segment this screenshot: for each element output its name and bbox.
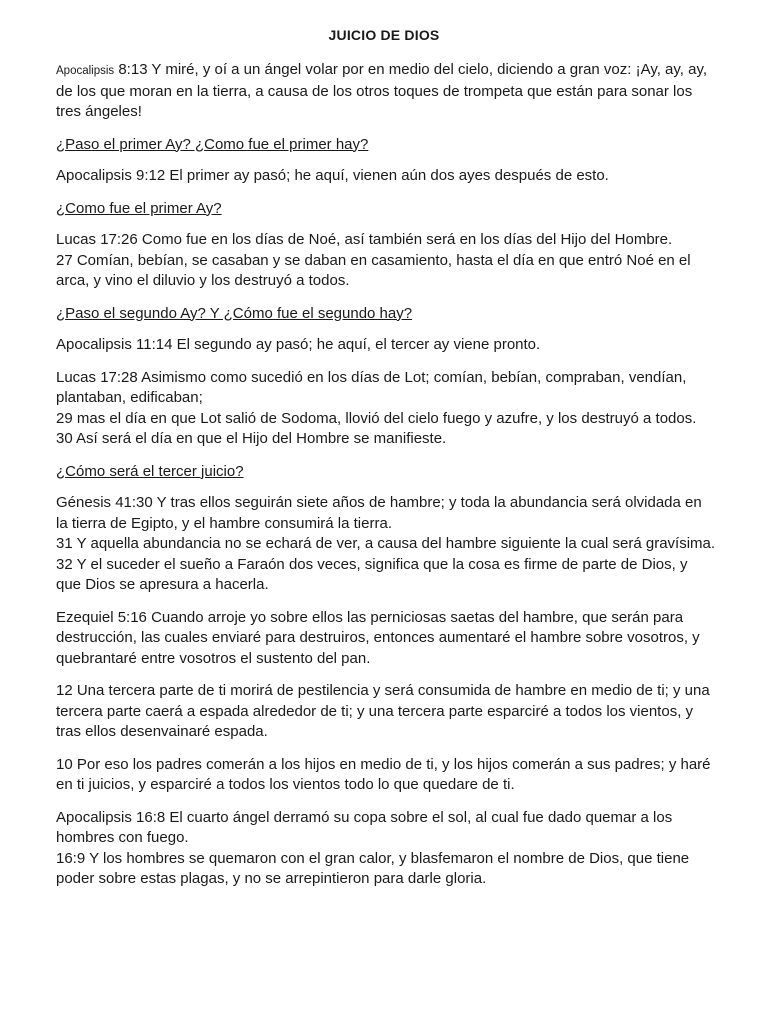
question-heading: ¿Paso el segundo Ay? Y ¿Cómo fue el segundo hay? [56, 304, 413, 322]
verse-paragraph: Apocalipsis 11:14 El segundo ay pasó; he aquí, el tercer ay viene pronto. [56, 336, 541, 353]
question-heading: ¿Como fue el primer Ay? [56, 199, 222, 217]
document-title: JUICIO DE DIOS [328, 27, 440, 43]
verse-paragraph: Apocalipsis 9:12 El primer ay pasó; he aquí, vienen aún dos ayes después de esto. [56, 167, 609, 184]
intro-reference: Apocalipsis [56, 65, 115, 77]
verse-paragraph: Apocalipsis 16:8 El cuarto ángel derramó su copa sobre el sol, al cual fue dado quemar a los hombres con fuego. 16:9 Y los hombres se quemaron con el gran calor, y blasfemaron el nombre de Dios, que tiene poder sobre estas plagas, y no se arrepintieron para darle gloria. [56, 808, 690, 887]
question-heading: ¿Paso el primer Ay? ¿Como fue el primer hay? [56, 135, 369, 153]
document-body [56, 60, 716, 902]
verse-paragraph: 10 Por eso los padres comerán a los hijos en medio de ti, y los hijos comerán a sus padres; y haré en ti juicios, y esparciré a todos los vientos todo lo que quedare de ti. [56, 755, 711, 793]
verse-paragraph: 12 Una tercera parte de ti morirá de pestilencia y será consumida de hambre en medio de ti; y una tercera parte caerá a espada alrededor de ti; y una tercera parte esparciré a todos los vientos, y tras ellos desenvainaré espada. [56, 682, 710, 740]
verse-paragraph: Lucas 17:28 Asimismo como sucedió en los días de Lot; comían, bebían, compraban, vendían, plantaban, edificaban; 29 mas el día en que Lot salió de Sodoma, llovió del cielo fuego y azufre, y los destruyó a todos. 30 Así será el día en que el Hijo del Hombre se manifieste. [56, 368, 697, 447]
verse-paragraph: Génesis 41:30 Y tras ellos seguirán siete años de hambre; y toda la abundancia será olvidada en la tierra de Egipto, y el hambre consumirá la tierra. 31 Y aquella abundancia no se echará de ver, a causa del hambre siguiente la cual será gravísima. 32 Y el suceder el sueño a Faraón dos veces, significa que la cosa es firme de parte de Dios, y que Dios se apresura a hacerla. [56, 494, 716, 593]
question-heading: ¿Cómo será el tercer juicio? [56, 462, 244, 480]
verse-paragraph: Lucas 17:26 Como fue en los días de Noé, así también será en los días del Hijo del Hombre. 27 Comían, bebían, se casaban y se daban en casamiento, hasta el día en que entró Noé en el arca, y vino el diluvio y los destruyó a todos. [56, 231, 691, 289]
intro-paragraph [56, 60, 716, 123]
intro-text: 8:13 Y miré, y oí a un ángel volar por en medio del cielo, diciendo a gran voz: ¡Ay, ay, ay, de los que moran en la tierra, a causa de los otros toques de trompeta que están para sonar los tres ángeles! [56, 61, 708, 120]
verse-paragraph: Ezequiel 5:16 Cuando arroje yo sobre ellos las perniciosas saetas del hambre, que serán para destrucción, las cuales enviaré para destruiros, entonces aumentaré el hambre sobre vosotros, y quebrantaré entre vosotros el sustento del pan. [56, 608, 700, 667]
